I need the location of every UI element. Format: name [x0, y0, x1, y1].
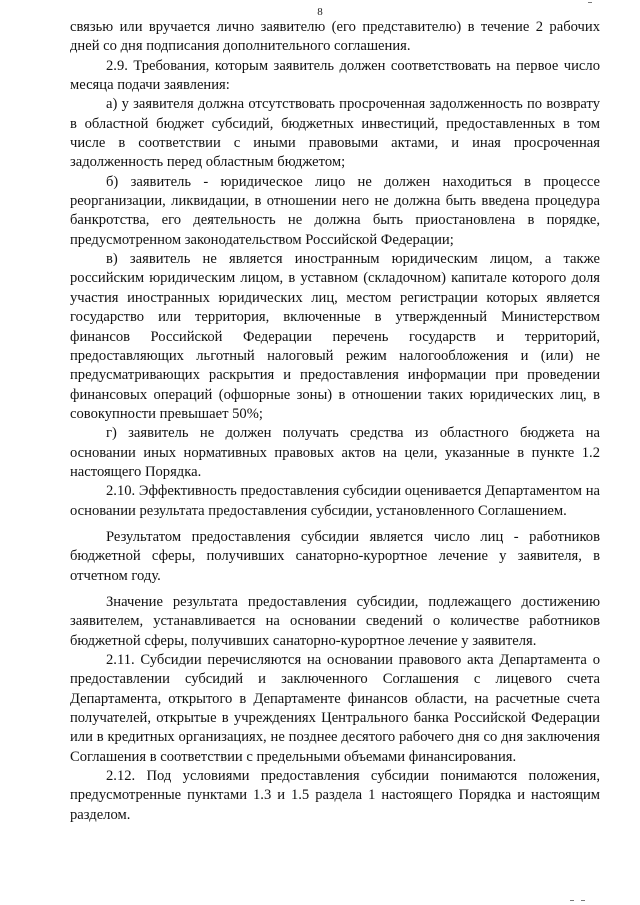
paragraph-result: Результатом предоставления субсидии является число лиц - работников бюджетной сферы, получивших санаторно-курортное лечение у заявителя, в отчетном году.	[70, 528, 600, 584]
paragraph-2-10: 2.10. Эффективность предоставления субсидии оценивается Департаментом на основании результата предоставления субсидии, установленного Соглашением.	[70, 483, 600, 519]
paragraph-2-9: 2.9. Требования, которым заявитель должен соответствовать на первое число месяца подачи заявления:	[70, 57, 600, 94]
paragraph-2-9-a: а) у заявителя должна отсутствовать просроченная задолженность по возврату в областной бюджет субсидий, бюджетных инвестиций, предоставленных в том числе в соответствии с иными правовыми актами, и иная просроченная задолженность перед областным бюджетом;	[70, 96, 600, 171]
paragraph-2-9-g: г) заявитель не должен получать средства из областного бюджета на основании иных нормативных правовых актов на цели, указанные в пункте 1.2 настоящего Порядка.	[70, 425, 600, 480]
paragraph-2-9-b: б) заявитель - юридическое лицо не должен находиться в процессе реорганизации, ликвидации, в отношении него не должна быть введена процедура банкротства, его деятельность не должна быть приостановлена в порядке, предусмотренном законодательством Российской Федерации;	[70, 173, 600, 248]
paragraph-result-value: Значение результата предоставления субсидии, подлежащего достижению заявителем, устанавливается на основании сведений о количестве работников бюджетной сферы, получивших санаторно-курортное лечение у заявителя.	[70, 593, 600, 649]
scan-mark-bottom-2	[581, 900, 585, 901]
paragraph-2-9-v: в) заявитель не является иностранным юридическим лицом, а также российским юридическим лицом, в уставном (складочном) капитале которого доля участия иностранных юридических лиц, местом регистрации которых является государство или территория, включенные в утвержденный Министерством финансов Российской Федерации перечень государств и территорий, предоставляющих льготный налоговый режим налогообложения и (или) не предусматривающих раскрытия и предоставления информации при проведении финансовых операций (офшорные зоны) в отношении таких юридических лиц, в совокупности превышает 50%;	[70, 251, 600, 422]
paragraph-2-12: 2.12. Под условиями предоставления субсидии понимаются положения, предусмотренные пунктами 1.3 и 1.5 раздела 1 настоящего Порядка и настоящим разделом.	[70, 768, 600, 823]
scan-mark-top	[588, 2, 592, 3]
paragraph-continuation: связью или вручается лично заявителю (его представителю) в течение 2 рабочих дней со дня подписания дополнительного соглашения.	[70, 19, 600, 55]
page-number: 8	[317, 6, 323, 18]
document-body	[70, 18, 600, 825]
scan-mark-bottom	[570, 900, 574, 901]
paragraph-2-11: 2.11. Субсидии перечисляются на основании правового акта Департамента о предоставлении субсидий и заключенного Соглашения с лицевого счета Департамента, открытого в Департаменте финансов области, на расчетные счета получателей, открытые в учреждениях Центрального банка Российской Федерации или в кредитных организациях, не позднее десятого рабочего дня со дня заключения Соглашения в соответствии с предельными объемами финансирования.	[70, 652, 600, 765]
